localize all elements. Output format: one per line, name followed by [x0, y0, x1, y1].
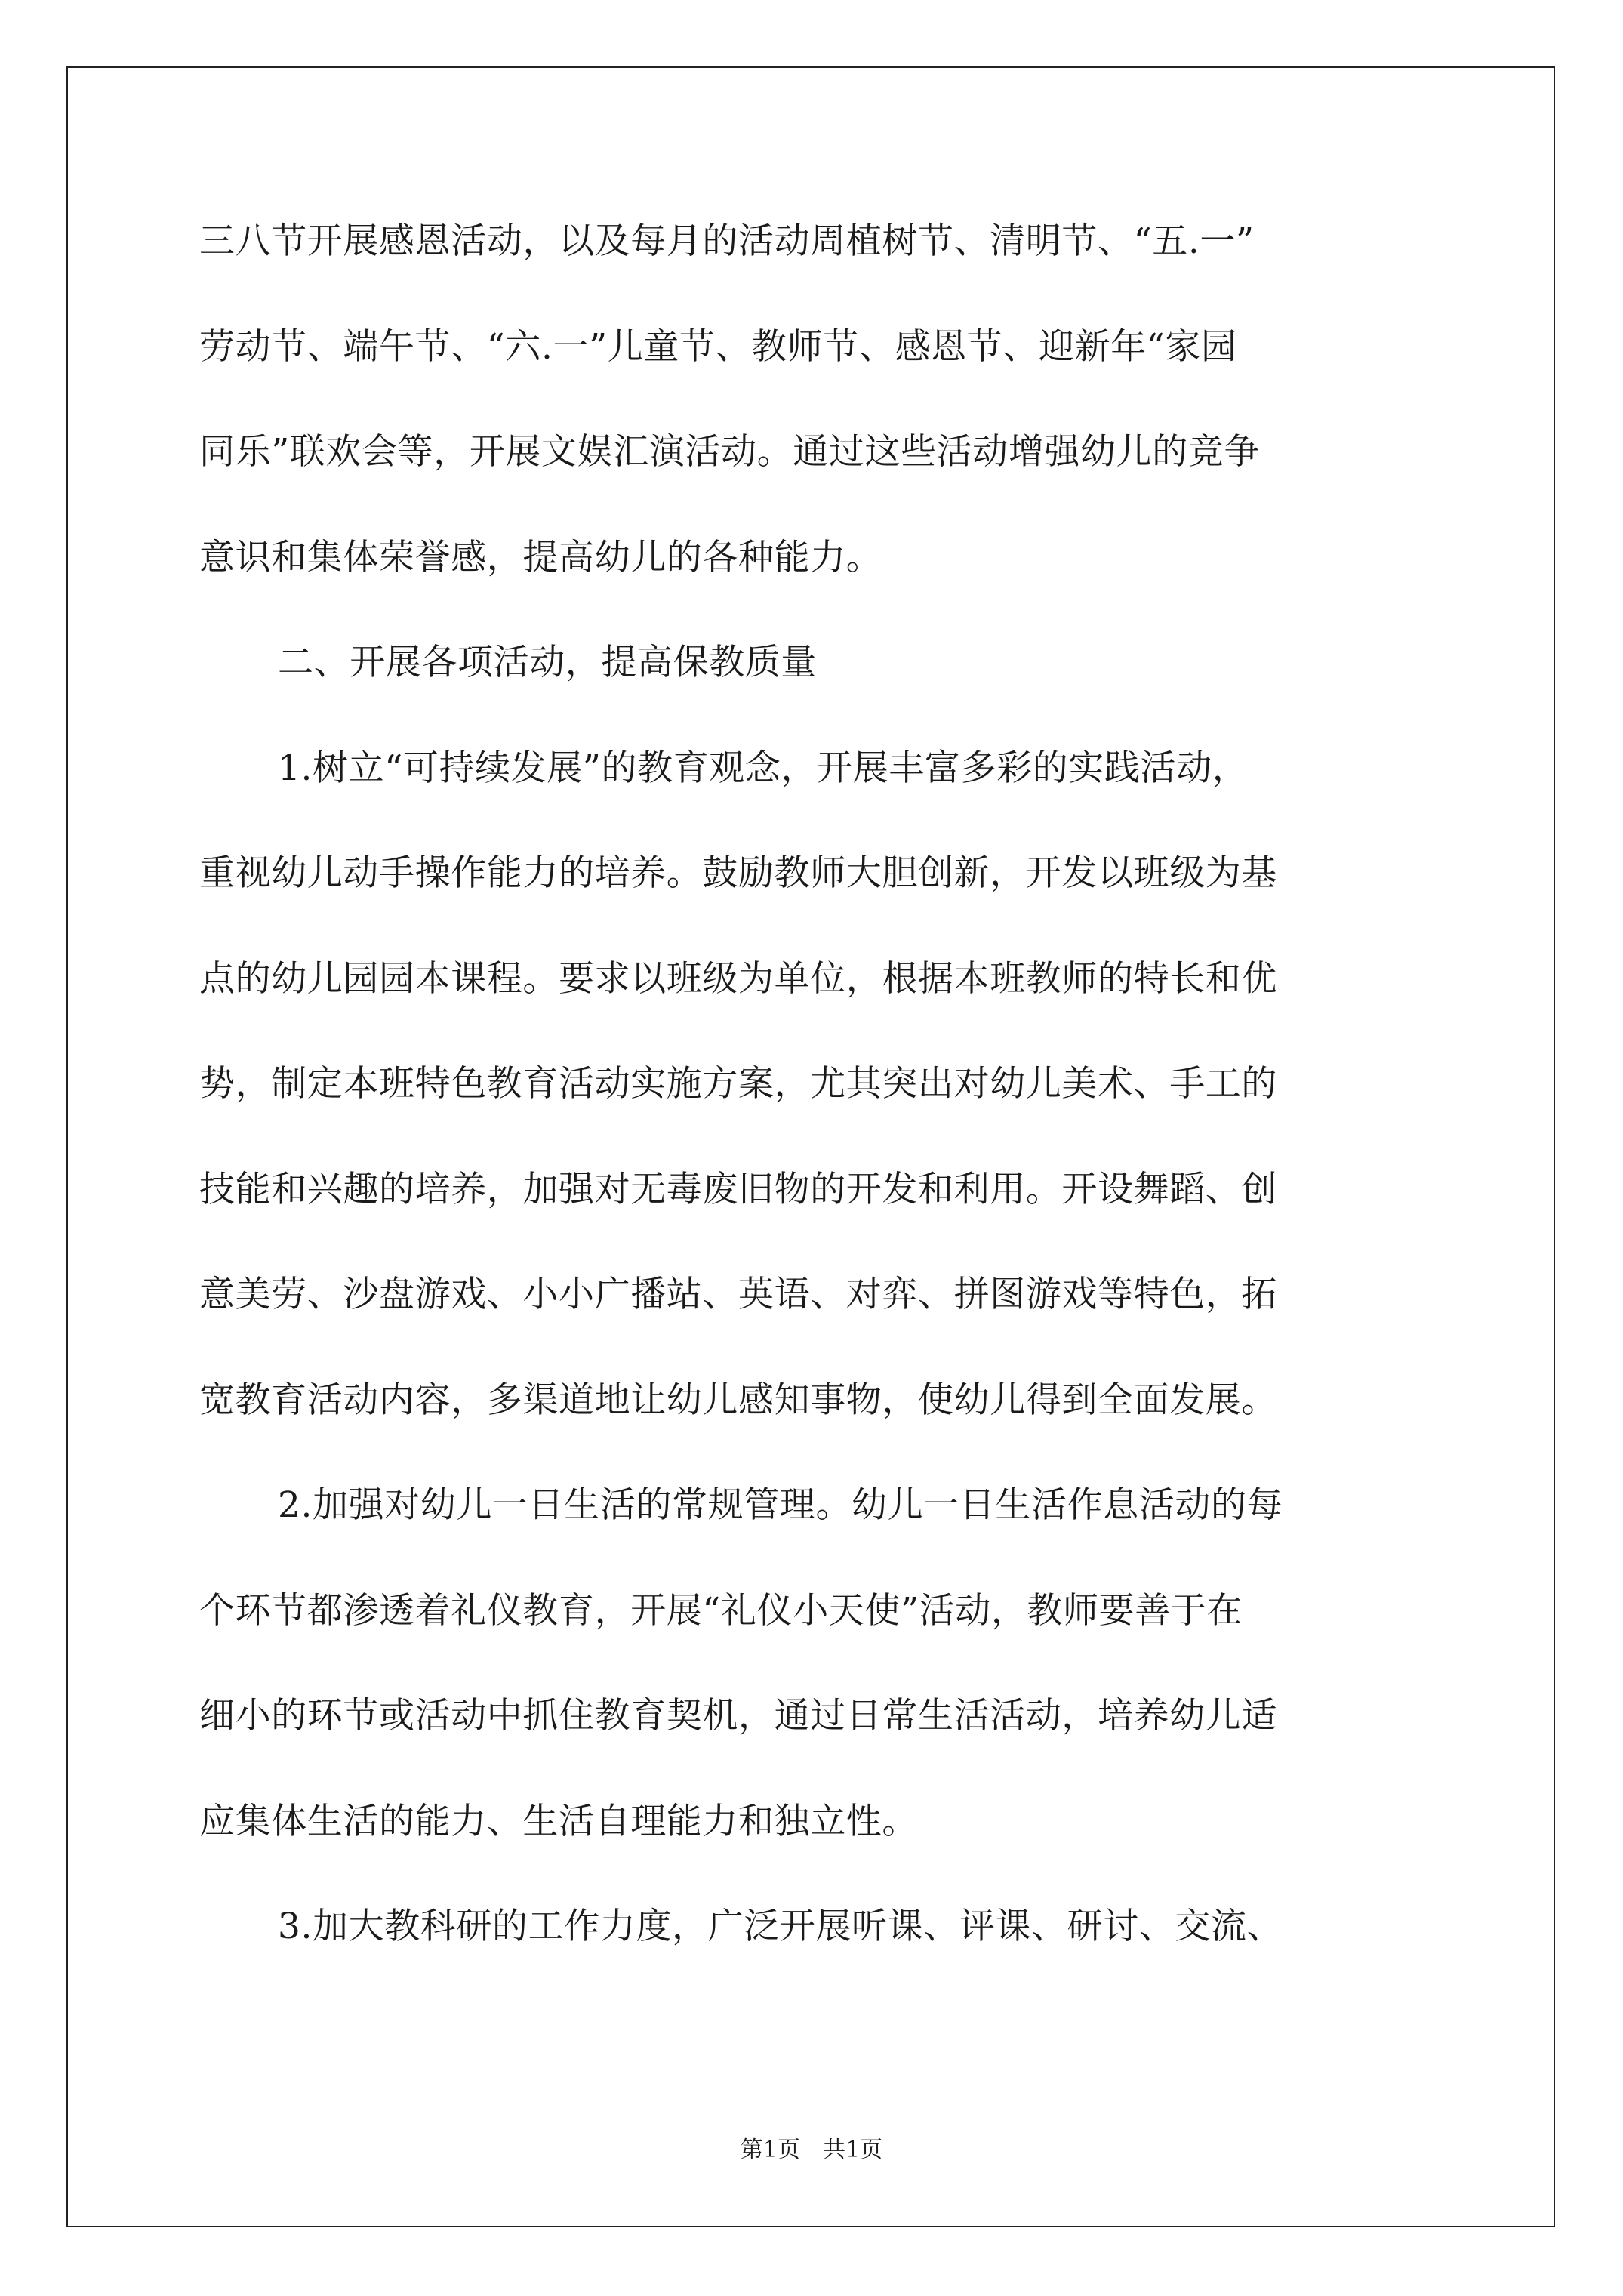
page-footer: 第1页 共1页 — [740, 2137, 883, 2163]
text-line: 2.加强对幼儿一日生活的常规管理。幼儿一日生活作息活动的每 — [278, 1484, 1283, 1526]
text-line: 点的幼儿园园本课程。要求以班级为单位，根据本班教师的特长和优 — [199, 957, 1277, 1000]
text-line: 宽教育活动内容，多渠道地让幼儿感知事物，使幼儿得到全面发展。 — [199, 1379, 1277, 1421]
text-line: 劳动节、端午节、“六.一”儿童节、教师节、感恩节、迎新年“家园 — [199, 325, 1237, 368]
text-line: 1.树立“可持续发展”的教育观念，开展丰富多彩的实践活动， — [278, 747, 1249, 789]
text-line: 同乐”联欢会等，开展文娱汇演活动。通过这些活动增强幼儿的竞争 — [199, 431, 1261, 473]
text-line: 3.加大教科研的工作力度，广泛开展听课、评课、研讨、交流、 — [278, 1906, 1283, 1947]
text-line: 技能和兴趣的培养，加强对无毒废旧物的开发和利用。开设舞蹈、创 — [199, 1168, 1277, 1210]
text-line: 三八节开展感恩活动，以及每月的活动周植树节、清明节、“五.一” — [199, 220, 1255, 262]
section-heading: 二、开展各项活动，提高保教质量 — [278, 642, 817, 683]
text-line: 个环节都渗透着礼仪教育，开展“礼仪小天使”活动，教师要善于在 — [199, 1589, 1243, 1632]
text-line: 重视幼儿动手操作能力的培养。鼓励教师大胆创新，开发以班级为基 — [199, 852, 1277, 894]
text-line: 细小的环节或活动中抓住教育契机，通过日常生活活动，培养幼儿适 — [199, 1695, 1277, 1737]
text-line: 应集体生活的能力、生活自理能力和独立性。 — [199, 1800, 918, 1842]
text-line: 意美劳、沙盘游戏、小小广播站、英语、对弈、拼图游戏等特色，拓 — [199, 1274, 1277, 1315]
document-body — [199, 189, 1437, 1980]
text-line: 意识和集体荣誉感，提高幼儿的各种能力。 — [199, 536, 882, 578]
text-line: 势，制定本班特色教育活动实施方案，尤其突出对幼儿美术、手工的 — [199, 1063, 1277, 1105]
